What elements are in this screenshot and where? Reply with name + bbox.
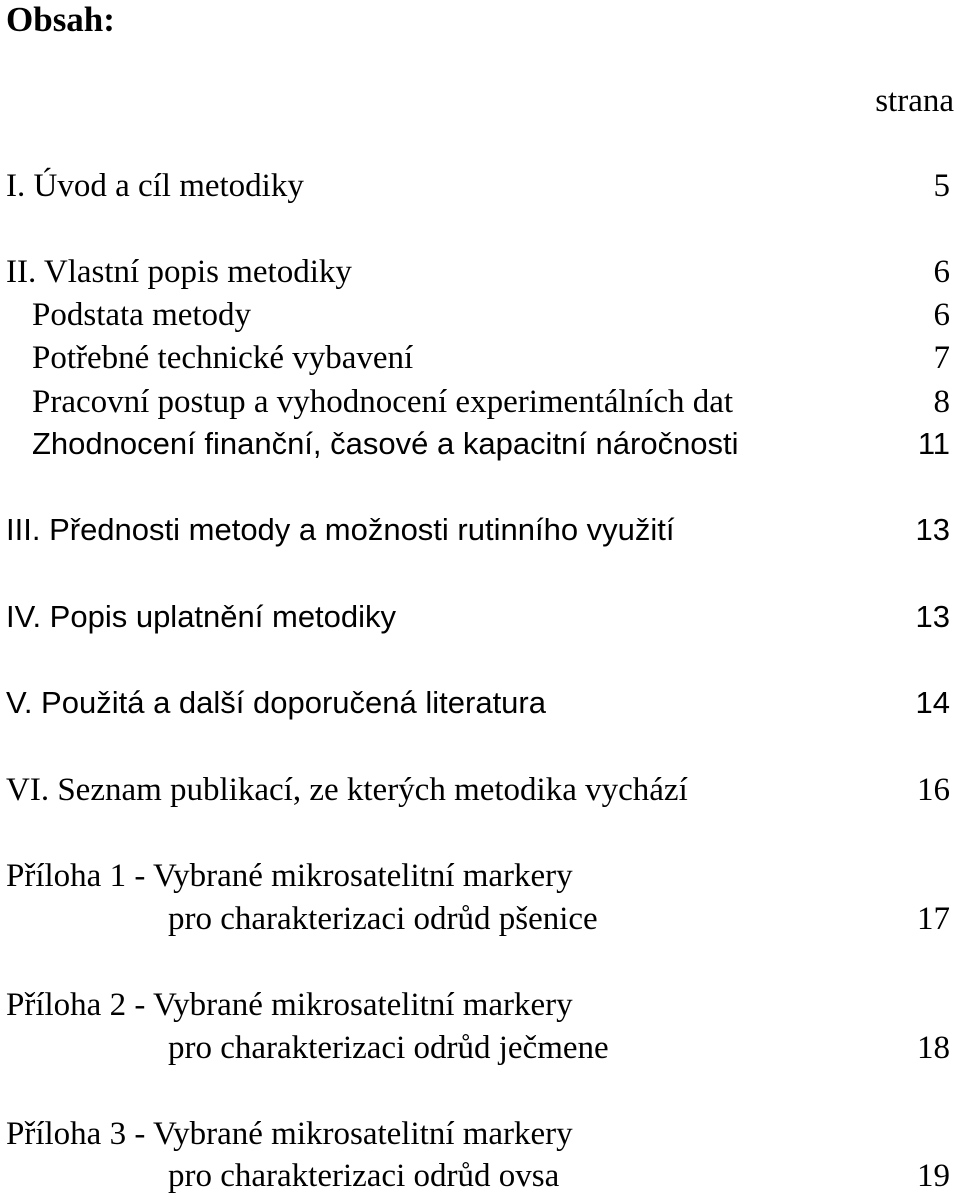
toc-entry-intro	[0, 166, 960, 206]
toc-entry-label: II. Vlastní popis metodiky	[6, 254, 352, 290]
toc-entry-label: pro charakterizaci odrůd ječmene	[168, 1030, 609, 1066]
toc-entry-advantages	[0, 510, 960, 550]
toc-entry-publications	[0, 770, 960, 810]
toc-entry-label: Příloha 2 - Vybrané mikrosatelitní markery	[6, 987, 573, 1023]
toc-entry-page: 17	[917, 901, 950, 937]
toc-entry-page: 5	[933, 168, 950, 204]
toc-entry-page: 6	[933, 254, 950, 290]
toc-entry-label: Pracovní postup a vyhodnocení experimentálních dat	[32, 384, 734, 420]
toc-appendix-2-line1	[0, 985, 960, 1025]
toc-entry-label: IV. Popis uplatnění metodiky	[6, 599, 397, 634]
toc-entry-page: 16	[917, 772, 950, 808]
toc-entry-page: 7	[933, 340, 950, 376]
toc-subentry-equipment	[0, 338, 960, 378]
toc-entry-application	[0, 597, 960, 637]
toc-entry-label: pro charakterizaci odrůd pšenice	[168, 901, 598, 937]
toc-entry-label: Potřebné technické vybavení	[32, 340, 414, 376]
toc-appendix-3-line1	[0, 1114, 960, 1154]
toc-entry-page: 8	[933, 384, 950, 420]
toc-appendix-1-line2	[0, 899, 960, 939]
toc-entry-page: 13	[915, 512, 950, 547]
toc-entry-page: 14	[915, 685, 950, 720]
toc-entry-page: 18	[917, 1030, 950, 1066]
toc-entry-label: VI. Seznam publikací, ze kterých metodika vychází	[6, 772, 688, 808]
toc-entry-label: V. Použitá a další doporučená literatura	[6, 685, 546, 720]
toc-entry-literature	[0, 683, 960, 723]
toc-appendix-1-line1	[0, 856, 960, 896]
toc-entry-label: III. Přednosti metody a možnosti rutinního využití	[6, 512, 675, 547]
toc-subentry-evaluation	[0, 424, 960, 464]
toc-entry-label: Podstata metody	[32, 297, 252, 333]
toc-subentry-method-essence	[0, 295, 960, 335]
toc-entry-label: Zhodnocení finanční, časové a kapacitní náročnosti	[32, 426, 739, 461]
toc-entry-label: I. Úvod a cíl metodiky	[6, 168, 304, 204]
toc-entry-label: Příloha 3 - Vybrané mikrosatelitní markery	[6, 1116, 573, 1152]
toc-entry-page: 11	[917, 426, 950, 461]
toc-entry-page: 6	[933, 297, 950, 333]
toc-appendix-3-line2	[0, 1156, 960, 1196]
page-column-header: strana	[875, 83, 954, 119]
toc-appendix-2-line2	[0, 1028, 960, 1068]
toc-entry-label: Příloha 1 - Vybrané mikrosatelitní markery	[6, 858, 573, 894]
toc-entry-page: 19	[917, 1158, 950, 1194]
page-title: Obsah:	[6, 0, 115, 39]
toc-entry-page: 13	[915, 599, 950, 634]
toc-entry-method-description	[0, 252, 960, 292]
toc-entry-label: pro charakterizaci odrůd ovsa	[168, 1158, 560, 1194]
toc-subentry-procedure	[0, 382, 960, 422]
